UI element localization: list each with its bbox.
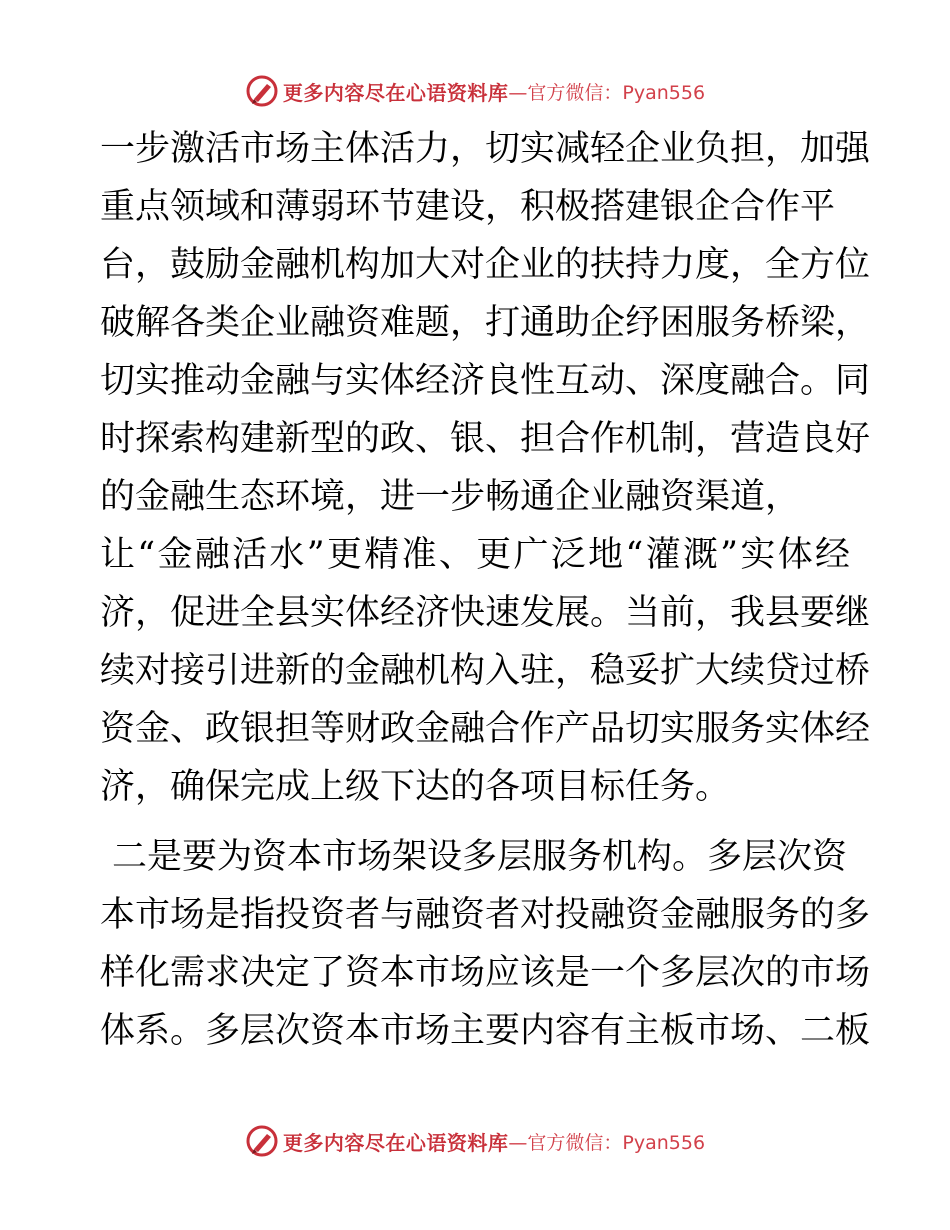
text-line: 台，鼓励金融机构加大对企业的扶持力度，全方位 [100,245,871,285]
text-line: 的金融生态环境，进一步畅通企业融资渠道， [100,477,801,517]
footer-wechat: —官方微信：Pyan556 [508,1131,706,1154]
text-line: 济，确保完成上级下达的各项目标任务。 [100,767,731,807]
document-body [100,120,871,1060]
header-watermark [0,74,950,108]
paragraph-2 [100,828,871,1060]
pen-logo-icon [245,1124,279,1158]
header-title: 更多内容尽在心语资料库 [282,80,509,105]
footer-title: 更多内容尽在心语资料库 [282,1130,509,1155]
text-line: 本市场是指投资者与融资者对投融资金融服务的多 [100,895,871,935]
text-line: 破解各类企业融资难题，打通助企纾困服务桥梁， [100,303,871,343]
text-line: 切实推动金融与实体经济良性互动、深度融合。同 [100,361,871,401]
footer-watermark [0,1124,950,1158]
text-line: 让“金融活水”更精准、更广泛地“灌溉”实体经 [100,535,850,575]
text-line: 资金、政银担等财政金融合作产品切实服务实体经 [100,709,871,749]
pen-logo-icon [245,74,279,108]
text-line: 二是要为资本市场架设多层服务机构。多层次资 [112,837,848,877]
text-line: 一步激活市场主体活力，切实减轻企业负担，加强 [100,129,871,169]
paragraph-1 [100,120,871,816]
text-line: 续对接引进新的金融机构入驻，稳妥扩大续贷过桥 [100,651,871,691]
text-line: 重点领域和薄弱环节建设，积极搭建银企合作平 [100,187,836,227]
text-line: 时探索构建新型的政、银、担合作机制，营造良好 [100,419,871,459]
text-line: 样化需求决定了资本市场应该是一个多层次的市场 [100,953,871,993]
text-line: 体系。多层次资本市场主要内容有主板市场、二板 [100,1011,871,1051]
text-line: 济，促进全县实体经济快速发展。当前，我县要继 [100,593,871,633]
header-wechat: —官方微信：Pyan556 [508,81,706,104]
